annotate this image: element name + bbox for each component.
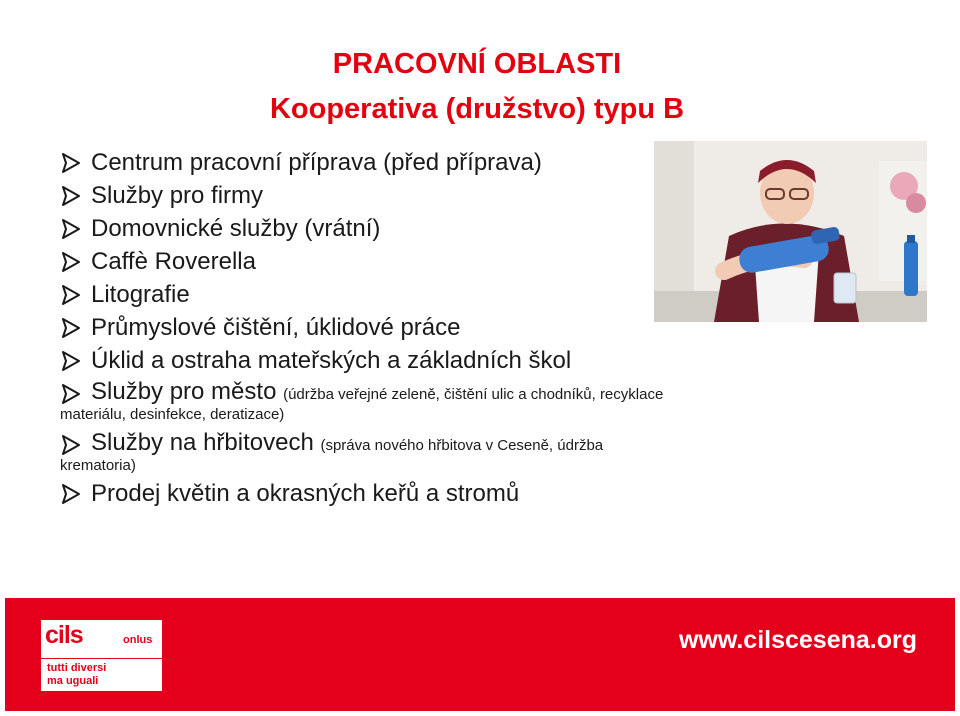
list-item: Litografie <box>60 278 820 311</box>
list-item: Prodej květin a okrasných keřů a stromů <box>60 477 820 510</box>
tagline-line-1: tutti diversi <box>47 662 107 674</box>
arrow-bullet-icon <box>60 278 84 311</box>
list-item: Služby pro firmy <box>60 179 820 212</box>
page-title: PRACOVNÍ OBLASTI <box>332 48 622 80</box>
tagline-box <box>41 658 162 691</box>
worker-photo <box>654 141 927 322</box>
arrow-bullet-icon <box>60 311 84 344</box>
logo-suffix: onlus <box>123 634 153 646</box>
arrow-bullet-icon <box>60 344 84 377</box>
list-item: Caffè Roverella <box>60 245 820 278</box>
list-item: Domovnické služby (vrátní) <box>60 212 820 245</box>
cils-logo <box>41 620 162 658</box>
arrow-bullet-icon <box>60 212 84 245</box>
logo-text: cils <box>45 621 83 649</box>
list-item: Centrum pracovní příprava (před příprava) <box>60 146 820 179</box>
arrow-bullet-icon <box>60 245 84 278</box>
arrow-bullet-icon <box>60 146 84 179</box>
arrow-bullet-icon <box>60 477 84 510</box>
list-item: Služby na hřbitovech (správa nového hřbitova v Ceseně, údržba krematoria) <box>60 429 604 474</box>
arrow-bullet-icon <box>60 179 84 212</box>
worker-illustration <box>654 141 927 322</box>
tagline-line-2: ma uguali <box>47 675 99 687</box>
page-subtitle: Kooperativa (družstvo) typu B <box>269 93 685 125</box>
list-item: Úklid a ostraha mateřských a základních škol <box>60 344 820 377</box>
footer-banner <box>5 598 955 711</box>
arrow-bullet-icon <box>60 428 84 461</box>
list-item: Služby pro město (údržba veřejné zeleně, čištění ulic a chodníků, recyklace materiálu, desinfekce, deratizace) <box>60 378 664 423</box>
list-item: Průmyslové čištění, úklidové práce <box>60 311 820 344</box>
arrow-bullet-icon <box>60 377 84 410</box>
website-url[interactable]: www.cilscesena.org <box>678 626 917 654</box>
